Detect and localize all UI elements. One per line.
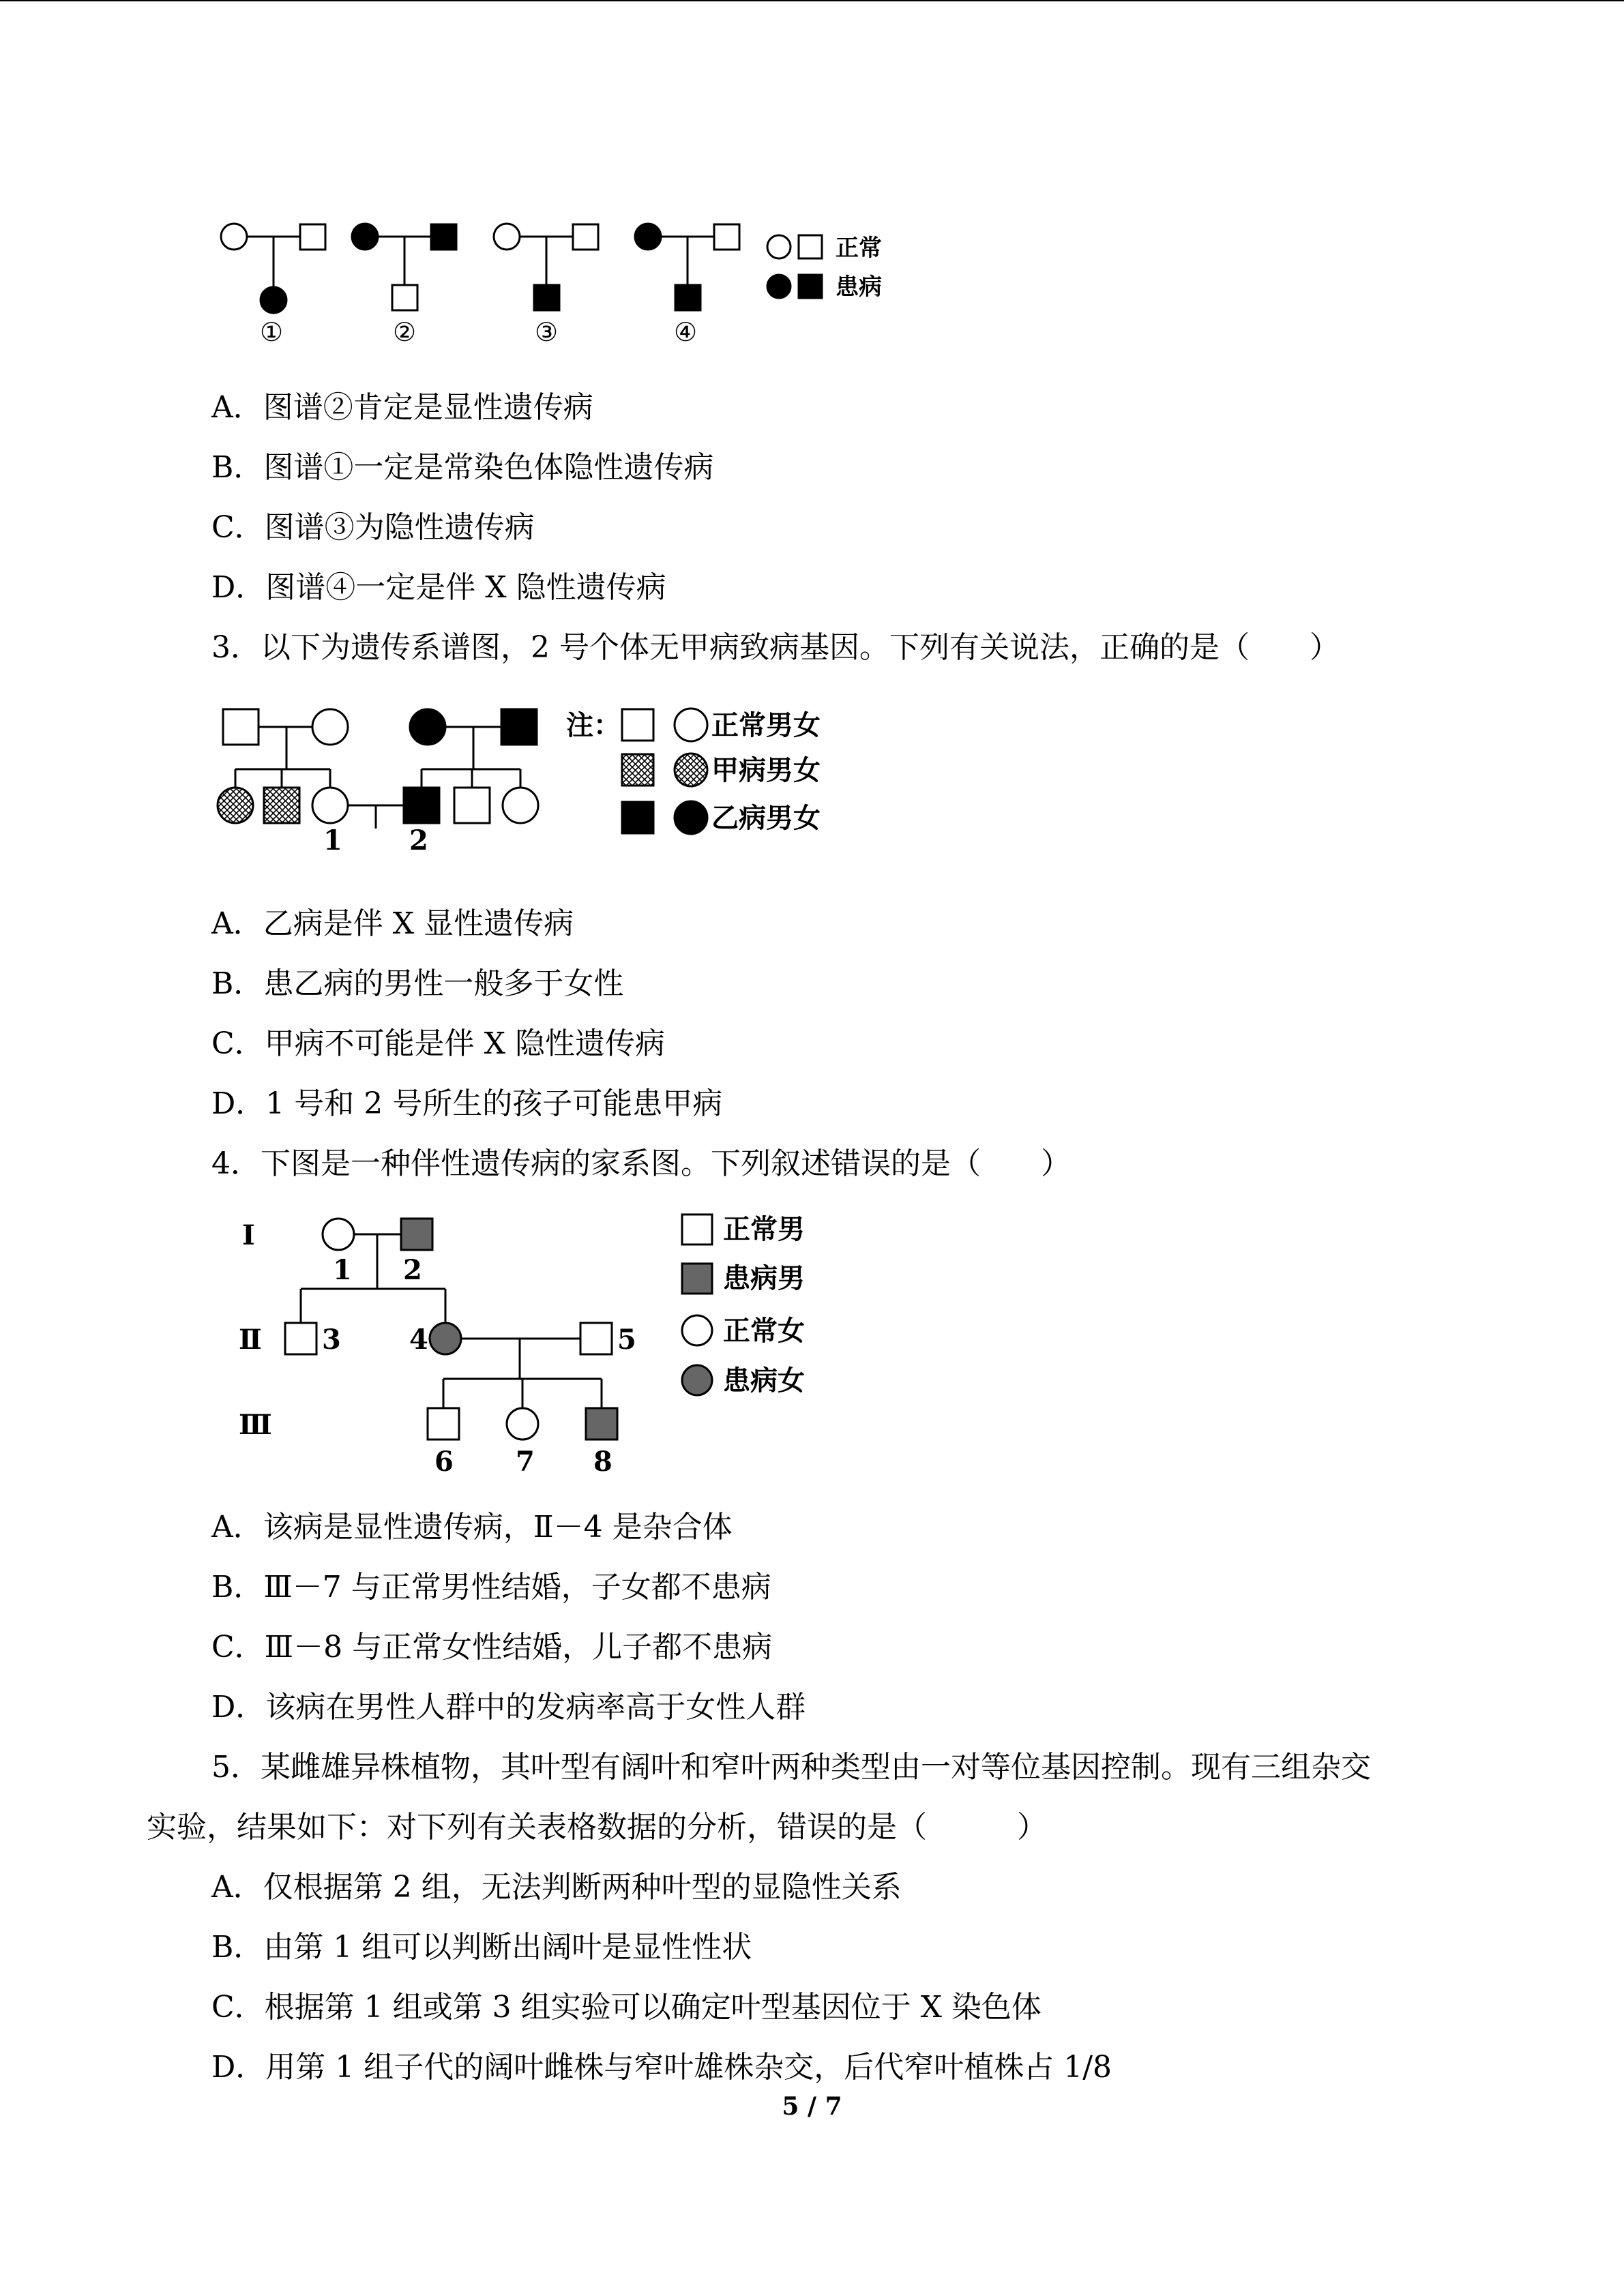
q3-gen2-normal-female <box>503 788 538 823</box>
q4-legend-text-2: 患病男 <box>723 1262 805 1294</box>
q3-gen1-left-female <box>312 709 348 745</box>
q5-option-a: A．仅根据第 2 组，无法判断两种叶型的显隐性关系 <box>211 1870 902 1905</box>
q3-gen1-right-male <box>501 709 537 745</box>
ped1-mother <box>221 224 247 250</box>
q2-option-c: C．图谱③为隐性遗传病 <box>211 510 535 545</box>
q3-gen2-hatched-male <box>264 788 299 823</box>
q3-gen1-left-male <box>223 709 259 745</box>
q4-legend-normal-female <box>682 1315 712 1345</box>
q3-legend-text-2: 甲病男女 <box>711 754 821 786</box>
ped2-child <box>392 285 417 310</box>
q2-option-a: A．图谱②肯定是显性遗传病 <box>211 390 593 425</box>
q3-legend-black-female <box>675 801 707 834</box>
top-rule <box>0 0 1624 1</box>
q4-legend-text-3: 正常女 <box>723 1315 805 1347</box>
q5-stem-line1: 5．某雌雄异株植物，其叶型有阔叶和窄叶两种类型由一对等位基因控制。现有三组杂交 <box>211 1750 1371 1785</box>
q4-i-2 <box>401 1219 432 1250</box>
legend1-affected-text: 患病 <box>836 273 882 301</box>
q4-legend-affected-male <box>682 1264 712 1294</box>
q4-option-c: C．Ⅲ－8 与正常女性结婚，儿子都不患病 <box>211 1630 773 1665</box>
q3-legend-hatched-male <box>622 754 653 786</box>
q4-legend-normal-male <box>682 1214 712 1244</box>
q3-legend-normal-female <box>675 709 707 741</box>
q5-option-b: B．由第 1 组可以判断出阔叶是显性性状 <box>211 1930 752 1965</box>
q3-ids-2: 2 <box>409 824 428 856</box>
q4-stem: 4．下图是一种伴性遗传病的家系图。下列叙述错误的是（ ） <box>211 1146 1071 1181</box>
ped3-label: ③ <box>534 317 559 347</box>
q4-id-1: 1 <box>333 1254 352 1286</box>
q3-option-b: B．患乙病的男性一般多于女性 <box>211 966 624 1001</box>
ped1-child <box>261 287 286 313</box>
ped4-father <box>714 224 739 250</box>
q3-legend-black-male <box>622 802 653 833</box>
legend1-normal-female <box>767 235 791 258</box>
ped4-label: ④ <box>673 317 698 347</box>
q4-legend-text-1: 正常男 <box>723 1213 805 1245</box>
q2-option-d: D．图谱④一定是伴 X 隐性遗传病 <box>211 570 666 605</box>
ped3-mother <box>494 224 520 250</box>
ped1-father <box>300 224 325 250</box>
q4-ii-4 <box>430 1323 461 1354</box>
q4-id-3: 3 <box>322 1324 341 1356</box>
q3-option-d: D．1 号和 2 号所生的孩子可能患甲病 <box>211 1086 723 1121</box>
q3-legend-text-1: 正常男女 <box>711 709 821 741</box>
q3-gen1-right-female <box>410 709 445 745</box>
q3-legend-hatched-female <box>675 754 707 786</box>
q3-gen2-hatched-female <box>218 788 253 823</box>
q4-legend-affected-female <box>682 1365 712 1395</box>
ped3-father <box>573 224 598 250</box>
q4-option-b: B．Ⅲ－7 与正常男性结婚，子女都不患病 <box>211 1570 771 1605</box>
ped4-child <box>675 285 700 310</box>
q4-option-a: A．该病是显性遗传病，Ⅱ－4 是杂合体 <box>211 1510 733 1545</box>
q5-option-d: D．用第 1 组子代的阔叶雌株与窄叶雄株杂交，后代窄叶植株占 1/8 <box>211 2050 1112 2085</box>
q3-option-c: C．甲病不可能是伴 X 隐性遗传病 <box>211 1026 665 1061</box>
q4-gen-label-2: Ⅱ <box>239 1324 262 1356</box>
q3-stem: 3．以下为遗传系谱图，2 号个体无甲病致病基因。下列有关说法，正确的是（ ） <box>211 630 1340 665</box>
legend1-normal-male <box>799 235 822 258</box>
q5-option-c: C．根据第 1 组或第 3 组实验可以确定叶型基因位于 X 染色体 <box>211 1990 1042 2025</box>
q3-gen2-normal-male <box>454 788 490 823</box>
q4-id-2: 2 <box>403 1254 422 1286</box>
q3-legend-normal-male <box>622 709 653 741</box>
q4-id-5: 5 <box>617 1324 636 1356</box>
q4-ii-5 <box>580 1323 612 1354</box>
page-number: 5 / 7 <box>782 2092 842 2121</box>
q4-id-4: 4 <box>409 1324 428 1356</box>
q4-iii-7 <box>507 1408 538 1440</box>
q4-legend-text-4: 患病女 <box>723 1365 805 1397</box>
legend1-affected-female <box>767 275 791 298</box>
legend1-affected-male <box>799 275 822 298</box>
q4-iii-6 <box>428 1408 459 1440</box>
q4-option-d: D．该病在男性人群中的发病率高于女性人群 <box>211 1690 806 1725</box>
q4-gen-label-3: Ⅲ <box>239 1409 272 1441</box>
q3-option-a: A．乙病是伴 X 显性遗传病 <box>211 906 574 941</box>
q4-i-1 <box>323 1219 354 1250</box>
q3-legend-note: 注： <box>566 709 621 741</box>
ped3-child <box>534 285 559 310</box>
legend1-normal-text: 正常 <box>836 235 882 262</box>
q4-id-6: 6 <box>434 1446 454 1478</box>
q3-individual-2 <box>404 788 439 823</box>
q4-ii-3 <box>285 1323 316 1354</box>
q4-id-7: 7 <box>516 1446 535 1478</box>
q3-legend-text-3: 乙病男女 <box>711 802 821 834</box>
ped2-mother <box>352 224 378 250</box>
ped2-label: ② <box>392 317 417 347</box>
q4-gen-label-1: Ⅰ <box>242 1219 255 1251</box>
q2-option-b: B．图谱①一定是常染色体隐性遗传病 <box>211 450 714 485</box>
ped2-father <box>431 224 456 250</box>
q3-individual-1 <box>312 788 348 823</box>
ped1-label: ① <box>259 317 284 347</box>
q5-stem-line2: 实验，结果如下：对下列有关表格数据的分析，错误的是（ ） <box>147 1810 1047 1845</box>
q4-id-8: 8 <box>593 1446 612 1478</box>
ped4-mother <box>635 224 661 250</box>
q3-ids-1: 1 <box>323 824 342 856</box>
q4-iii-8 <box>586 1408 617 1440</box>
